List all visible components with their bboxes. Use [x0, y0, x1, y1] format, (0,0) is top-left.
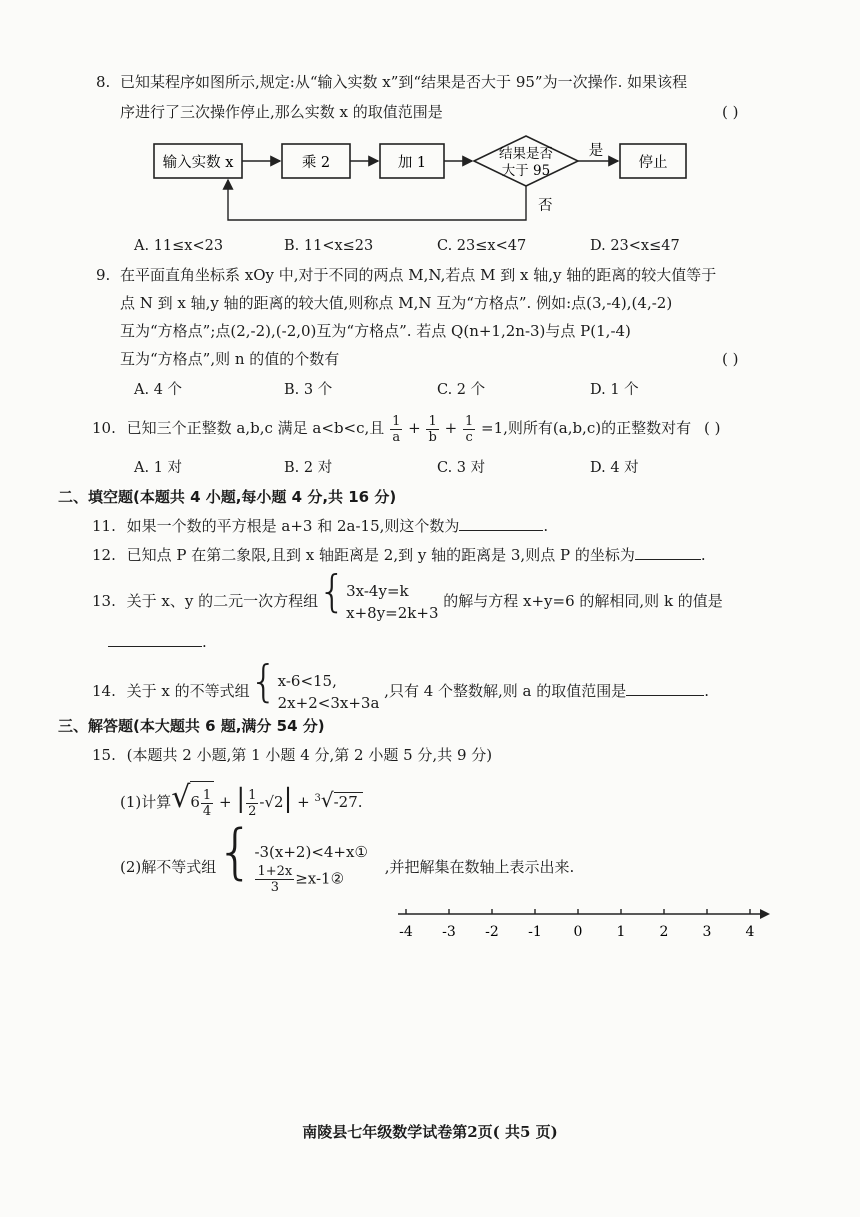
- q10-frac-c: $\frac{1}{c}$: [464, 413, 474, 445]
- q15-ineq2: $\frac{1+2x}{3}$ ≥x-1②: [257, 863, 345, 895]
- section-2-heading: 二、填空题(本题共 4 小题,每小题 4 分,共 16 分): [58, 488, 397, 506]
- q15-plus-1: +: [218, 793, 232, 811]
- page-footer: 南陵县七年级数学试卷第2页( 共5 页): [302, 1123, 558, 1141]
- q9-text-line4: 互为“方格点”,则 n 的值的个数有: [120, 350, 340, 368]
- q12-line: [92, 543, 706, 567]
- q10-post: =1,则所有(a,b,c)的正整数对有: [481, 419, 692, 437]
- flow-loop-line: [228, 180, 526, 220]
- tick-label: 0: [573, 924, 583, 940]
- flow-stop-label: 停止: [638, 155, 668, 171]
- tick-label: 3: [702, 924, 712, 940]
- q10-frac-b: $\frac{1}{b}$: [428, 413, 437, 445]
- tick-label: -2: [485, 924, 499, 940]
- q15-part2-label: (2)解不等式组: [120, 858, 217, 876]
- q15-part1-label: (1)计算: [120, 793, 172, 811]
- q9-choice-d[interactable]: D. 1 个: [590, 382, 639, 398]
- flow-input-label: 输入实数 x: [162, 155, 234, 171]
- q14-line: [92, 656, 710, 712]
- q15-intro: (本题共 2 小题,第 1 小题 4 分,第 2 小题 5 分,共 9 分): [126, 746, 493, 764]
- q10-plus-1: +: [408, 419, 421, 437]
- q11-number: 11.: [92, 517, 116, 535]
- q15-part1: (1)计算√6 $\frac{1}{4}$ + | $\frac{1}{2}$ -√2| + $^3$√-27.: [120, 776, 363, 820]
- q15-header: [92, 743, 492, 767]
- q9-answer-paren: ( ): [722, 350, 739, 368]
- q13-line: [92, 566, 723, 622]
- q15-system: [254, 842, 367, 895]
- q11-answer-blank[interactable]: [459, 516, 543, 531]
- q13-brace: {: [318, 566, 347, 617]
- q10-choice-b[interactable]: B. 2 对: [284, 460, 333, 476]
- q13-eq2: x+8y=2k+3: [346, 604, 439, 622]
- q10-frac-a: $\frac{1}{a}$: [392, 413, 401, 445]
- q8-choice-a[interactable]: A. 11≤x<23: [134, 238, 224, 254]
- tick-label: -4: [399, 924, 413, 940]
- q14-answer-blank[interactable]: [626, 681, 704, 696]
- q10-choice-c[interactable]: C. 3 对: [437, 460, 486, 476]
- q13-number: 13.: [92, 592, 116, 610]
- q15-part2-post: ,并把解集在数轴上表示出来.: [384, 858, 575, 876]
- number-line: [390, 900, 780, 946]
- q8-number: 8.: [96, 73, 111, 91]
- flow-decision-line1: 结果是否: [499, 146, 553, 162]
- q8-choice-d[interactable]: D. 23<x≤47: [590, 238, 680, 254]
- frac-half: $\frac{1}{2}$: [248, 787, 257, 819]
- q11-end: .: [543, 517, 549, 535]
- flow-no-label: 否: [538, 198, 553, 214]
- q8-choice-b[interactable]: B. 11<x≤23: [284, 238, 374, 254]
- q8-text-line2: 序进行了三次操作停止,那么实数 x 的取值范围是: [120, 103, 443, 121]
- q14-system: [278, 670, 380, 714]
- q12-number: 12.: [92, 546, 116, 564]
- q8-choice-c[interactable]: C. 23≤x<47: [437, 238, 527, 254]
- q10-pre: 已知三个正整数 a,b,c 满足 a<b<c,且: [126, 419, 385, 437]
- q14-post: ,只有 4 个整数解,则 a 的取值范围是: [384, 682, 627, 700]
- q11-text: 如果一个数的平方根是 a+3 和 2a-15,则这个数为: [126, 517, 460, 535]
- q15-number: 15.: [92, 746, 116, 764]
- q12-answer-blank[interactable]: [635, 545, 701, 560]
- q15-ineq1: -3(x+2)<4+x①: [254, 842, 368, 861]
- q13-answer-line: [108, 630, 207, 654]
- flow-decision-line2: 大于 95: [501, 163, 551, 179]
- tick-label: -3: [442, 924, 456, 940]
- flow-mul-label: 乘 2: [301, 155, 331, 171]
- q14-eq2: 2x+2<3x+3a: [277, 694, 380, 712]
- flow-add-label: 加 1: [397, 155, 427, 171]
- q9-choice-b[interactable]: B. 3 个: [284, 382, 333, 398]
- q9-text-line2: 点 N 到 x 轴,y 轴的距离的较大值,则称点 M,N 互为“方格点”. 例如:点(3,-4),(4,-2): [120, 294, 673, 312]
- cube-radicand: -27.: [333, 793, 363, 811]
- q8-answer-paren: ( ): [722, 103, 739, 121]
- tick-label: 2: [659, 924, 669, 940]
- q13-system: [346, 580, 438, 624]
- q10-plus-2: +: [444, 419, 458, 437]
- q9-text-line3: 互为“方格点”;点(2,-2),(-2,0)互为“方格点”. 若点 Q(n+1,2n-3)与点 P(1,-4): [120, 322, 631, 340]
- tick-label: 4: [745, 924, 755, 940]
- q15-brace: {: [216, 817, 255, 887]
- q13-post: 的解与方程 x+y=6 的解相同,则 k 的值是: [443, 592, 723, 610]
- q14-number: 14.: [92, 682, 116, 700]
- q14-brace: {: [249, 656, 278, 707]
- flow-yes-label: 是: [588, 143, 604, 159]
- q10-line: [92, 410, 691, 446]
- sqrt-radicand: 6 $\frac{1}{4}$: [190, 781, 214, 822]
- q10-choice-a[interactable]: A. 1 对: [134, 460, 183, 476]
- q14-end: .: [704, 682, 710, 700]
- q13-answer-blank[interactable]: [108, 632, 202, 647]
- section-3-heading: 三、解答题(本大题共 6 题,满分 54 分): [58, 717, 325, 735]
- q13-eq1: 3x-4y=k: [346, 582, 409, 600]
- q9-text-line1: 在平面直角坐标系 xOy 中,对于不同的两点 M,N,若点 M 到 x 轴,y 轴的距离的较大值等于: [120, 266, 717, 284]
- q14-eq1: x-6<15,: [277, 672, 337, 690]
- q12-end: .: [700, 546, 706, 564]
- q10-answer-paren: ( ): [704, 419, 721, 437]
- q9-choice-a[interactable]: A. 4 个: [134, 382, 183, 398]
- q12-text: 已知点 P 在第二象限,且到 x 轴距离是 2,到 y 轴的距离是 3,则点 P 的坐标为: [126, 546, 635, 564]
- q9-number: 9.: [96, 266, 111, 284]
- tick-label: 1: [616, 924, 626, 940]
- q13-pre: 关于 x、y 的二元一次方程组: [126, 592, 319, 610]
- q10-choice-d[interactable]: D. 4 对: [590, 460, 639, 476]
- q15-part2: [120, 817, 575, 895]
- q11-line: [92, 514, 548, 538]
- q15-plus-2: +: [297, 793, 310, 811]
- sqrt-two: √2: [264, 793, 284, 811]
- cube-root-index: 3: [314, 793, 321, 804]
- tick-label: -1: [528, 924, 542, 940]
- sqrt-sign: √: [171, 780, 191, 815]
- q9-choice-c[interactable]: C. 2 个: [437, 382, 486, 398]
- q13-end: .: [202, 633, 207, 651]
- q8-flowchart: [140, 132, 720, 228]
- q14-pre: 关于 x 的不等式组: [126, 682, 250, 700]
- q8-text-line1: 已知某程序如图所示,规定:从“输入实数 x”到“结果是否大于 95”为一次操作. 如果该程: [120, 73, 688, 91]
- q10-number: 10.: [92, 419, 116, 437]
